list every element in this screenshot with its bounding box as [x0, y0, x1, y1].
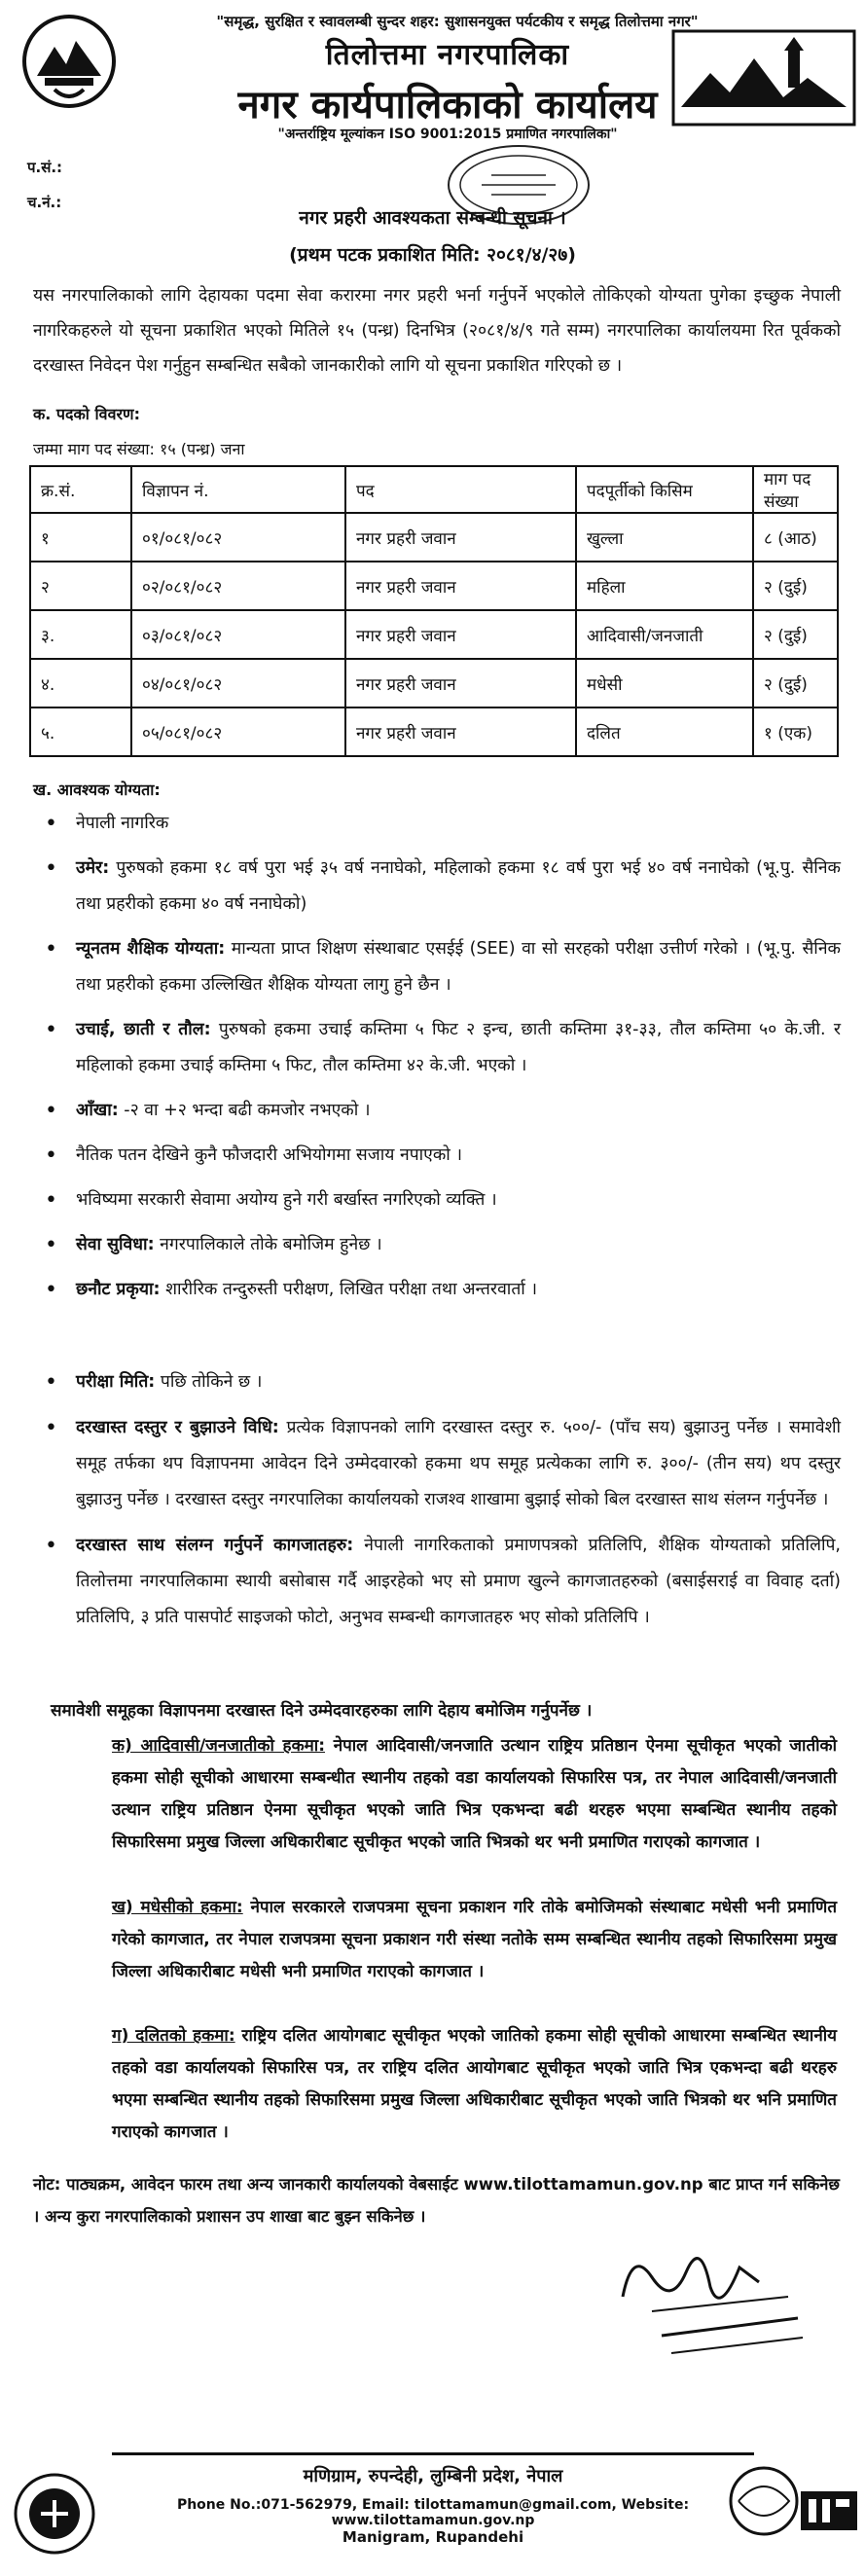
item-text: नैतिक पतन देखिने कुनै फौजदारी अभियोगमा सजाय नपाएको ।	[76, 1145, 463, 1165]
table-cell: ३.	[30, 610, 131, 659]
item-text: पुरुषको हकमा उचाई कम्तिमा ५ फिट २ इन्च, छाती कम्तिमा ३१-३३, तौल कम्तिमा ५० के.जी. र महिलाको हकमा उचाई कम्तिमा ५ फिट, तौल कम्तिमा ४२ के.जी. भएको ।	[76, 1020, 841, 1075]
table-cell: दलित	[576, 707, 753, 756]
list-item	[33, 1364, 841, 1400]
landmark-illustration-icon	[671, 29, 856, 127]
item-label: उचाई, छाती र तौल:	[76, 1020, 211, 1039]
column-header: विज्ञापन नं.	[131, 466, 345, 513]
list-item	[33, 1227, 841, 1263]
item-label: न्यूनतम शैक्षिक योग्यता:	[76, 939, 226, 959]
item-text: शारीरिक तन्दुरुस्ती परीक्षण, लिखित परीक्षा तथा अन्तरवार्ता ।	[160, 1280, 538, 1299]
item-label: उमेर:	[76, 858, 110, 878]
item-text: नगरपालिकाले तोके बमोजिम हुनेछ ।	[154, 1235, 382, 1254]
list-item	[33, 931, 841, 1003]
table-row	[30, 513, 838, 562]
uaf-accreditation-icon	[725, 2452, 861, 2564]
table-cell: नगर प्रहरी जवान	[345, 513, 576, 562]
item-text: प्रत्येक विज्ञापनको लागि दरखास्त दस्तुर रु. ५००/- (पाँच सय) बुझाउनु पर्नेछ । समावेशी समूह तर्फका थप विज्ञापनमा आवेदन दिने उम्मेदवारको हकमा थप समूह प्रत्येकका लागि रु. ३००/- (तीन सय) थप दस्तुर बुझाउनु पर्नेछ । दरखास्त दस्तुर नगरपालिका कार्यालयको राजश्व शाखामा बुझाई सोको बिल दरखास्त साथ संलग्न गर्नुपर्नेछ ।	[76, 1418, 841, 1509]
item-text: राष्ट्रिय दलित आयोगबाट सूचीकृत भएको जातिको हकमा सोही सूचीको आधारमा सम्बन्धित स्थानीय तहको वडा कार्यालयको सिफारिस पत्र, तर राष्ट्रिय दलित आयोगबाट सूचीकृत भएको जाति भित्र एकभन्दा बढी थरहरु भएमा सम्बन्धित स्थानीय तहको सिफारिसमा प्रमुख जिल्ला अधिकारीबाट सूचीकृत भएको जाति भित्रको थर भनि प्रमाणित गराएको कागजात ।	[112, 2026, 838, 2142]
table-cell: ०३/०८१/०८२	[131, 610, 345, 659]
item-text: नेपाल आदिवासी/जनजाति उत्थान राष्ट्रिय प्रतिष्ठान ऐनमा सूचीकृत भएको जातीको हकमा सोही सूचीको आधारमा सम्बन्धीत स्थानीय तहको वडा कार्यालयको सिफारिस पत्र, तर नेपाल आदिवासी/जनजाती उत्थान राष्ट्रिय प्रतिष्ठान ऐनमा सूचीकृत भएको जाति भित्र एकभन्दा बढी थरहरु भएमा सम्बन्धित स्थानीय तहको सिफारिसमा प्रमुख जिल्ला अधिकारीबाट सूचीकृत भएको जाति भित्रको थर भनी प्रमाणित गराएको कागजात ।	[112, 1736, 838, 1852]
table-cell: आदिवासी/जनजाती	[576, 610, 753, 659]
table-cell: नगर प्रहरी जवान	[345, 707, 576, 756]
table-cell: मधेसी	[576, 659, 753, 707]
header-slogan: "समृद्ध, सुरक्षित र स्वावलम्बी सुन्दर शहर: सुशासनयुक्त पर्यटकीय र समृद्ध तिलोत्तमा नगर"	[216, 13, 699, 30]
table-cell: नगर प्रहरी जवान	[345, 562, 576, 610]
table-cell: २ (दुई)	[753, 562, 838, 610]
signature-icon	[594, 2229, 817, 2375]
table-cell: नगर प्रहरी जवान	[345, 659, 576, 707]
posts-total: जम्मा माग पद संख्या: १५ (पन्ध्र) जना	[33, 440, 245, 458]
table-cell: २ (दुई)	[753, 659, 838, 707]
table-cell: ०१/०८१/०८२	[131, 513, 345, 562]
posts-heading: क. पदको विवरण:	[33, 405, 140, 423]
column-header: क्र.सं.	[30, 466, 131, 513]
item-text: -२ वा +२ भन्दा बढी कमजोर नभएको ।	[118, 1101, 371, 1120]
column-header: पद	[345, 466, 576, 513]
application-details-list	[33, 1364, 841, 1646]
table-cell: ४.	[30, 659, 131, 707]
table-cell: नगर प्रहरी जवान	[345, 610, 576, 659]
column-header: माग पद संख्या	[753, 466, 838, 513]
table-cell: १ (एक)	[753, 707, 838, 756]
list-item	[33, 1012, 841, 1084]
list-item	[33, 1138, 841, 1174]
item-label: ग) दलितको हकमा:	[112, 2026, 235, 2046]
item-label: ख) मधेसीको हकमा:	[112, 1898, 243, 1917]
intro-paragraph: यस नगरपालिकाको लागि देहायका पदमा सेवा करारमा नगर प्रहरी भर्ना गर्नुपर्ने भएकोले तोकिएको योग्यता पुगेका इच्छुक नेपाली नागरिकहरुले यो सूचना प्रकाशित भएको मितिले १५ (पन्ध्र) दिनभित्र (२०८१/४/९ गते सम्म) नगरपालिका कार्यालयमा रित पूर्वकको दरखास्त निवेदन पेश गर्नुहुन सम्बन्धित सबैको जानकारीको लागि यो सूचना प्रकाशित गरिएको छ ।	[33, 286, 841, 376]
footer-divider	[112, 2452, 754, 2455]
item-label: छनौट प्रकृया:	[76, 1280, 161, 1299]
list-item	[33, 1093, 841, 1129]
column-header: पदपूर्तीको किसिम	[576, 466, 753, 513]
office-title: नगर कार्यपालिकाको कार्यालय	[237, 83, 658, 127]
posts-table	[29, 465, 839, 757]
municipality-name: तिलोत्तमा नगरपालिका	[325, 38, 570, 72]
table-cell: ८ (आठ)	[753, 513, 838, 562]
notice-title: नगर प्रहरी आवश्यकता सम्बन्धी सूचना ।	[299, 207, 566, 229]
reference-number-label: प.सं.:	[27, 159, 63, 176]
item-text: भविष्यमा सरकारी सेवामा अयोग्य हुने गरी बर्खास्त नगरिएको व्यक्ति ।	[76, 1190, 497, 1210]
table-cell: ५.	[30, 707, 131, 756]
list-item	[33, 1272, 841, 1308]
list-item	[33, 806, 841, 842]
list-item	[33, 1528, 841, 1636]
table-cell: ०५/०८१/०८२	[131, 707, 345, 756]
qualifications-heading: ख. आवश्यक योग्यता:	[33, 780, 161, 799]
table-cell: ०२/०८१/०८२	[131, 562, 345, 610]
item-text: पुरुषको हकमा १८ वर्ष पुरा भई ३५ वर्ष ननाघेको, महिलाको हकमा १८ वर्ष पुरा भई ४० वर्ष ननाघेको (भू.पु. सैनिक तथा प्रहरीको हकमा ४० वर्ष ननाघेको)	[76, 858, 841, 914]
item-text: मान्यता प्राप्त शिक्षण संस्थाबाट एसईई (SEE) वा सो सरहको परीक्षा उत्तीर्ण गरेको । (भू.पु. सैनिक तथा प्रहरीको हकमा उल्लिखित शैक्षिक योग्यता लागु हुने छैन ।	[76, 939, 841, 995]
footer-address: मणिग्राम, रुपन्देही, लुम्बिनी प्रदेश, नेपाल	[303, 2466, 563, 2486]
table-header-row	[30, 466, 838, 513]
dalit-requirement	[112, 2020, 837, 2149]
item-text: नेपाली नागरिक	[76, 814, 169, 833]
item-text: नेपाल सरकारले राजपत्रमा सूचना प्रकाशन गरि तोके बमोजिमको संस्थाबाट मधेसी भनी प्रमाणित गरेको कागजात, तर नेपाल राजपत्रमा सूचना प्रकाशन गरी संस्था नतोके सम्म सम्बन्धित स्थानीय तहको सिफारिसमा प्रमुख जिल्ला अधिकारीबाट मधेसी भनी प्रमाणित गराएको कागजात ।	[112, 1898, 838, 1981]
item-text: पछि तोकिने छ ।	[155, 1372, 263, 1392]
table-cell: खुल्ला	[576, 513, 753, 562]
indigenous-requirement	[112, 1730, 837, 1859]
item-label: परीक्षा मिति:	[76, 1372, 156, 1392]
inclusive-groups-title: समावेशी समूहका विज्ञापनमा दरखास्त दिने उम्मेदवारहरुका लागि देहाय बमोजिम गर्नुपर्नेछ ।	[51, 1701, 593, 1721]
item-text: नेपाली नागरिकताको प्रमाणपत्रको प्रतिलिपि, शैक्षिक योग्यताको प्रतिलिपि, तिलोत्तमा नगरपालिकामा स्थायी बसोबास गर्दै आइरहेको भए सो प्रमाण खुल्ने कागजातहरुको (बसाईसराई वा विवाह दर्ता) प्रतिलिपि, ३ प्रति पासपोर्ट साइजको फोटो, अनुभव सम्बन्धी कागजातहरु भए सोको प्रतिलिपि ।	[76, 1536, 841, 1627]
table-row	[30, 562, 838, 610]
nepal-emblem-icon	[16, 8, 123, 115]
table-row	[30, 659, 838, 707]
qualifications-list	[33, 806, 841, 1317]
list-item	[33, 1182, 841, 1218]
item-label: आँखा:	[76, 1101, 119, 1120]
iso-certified-icon	[10, 2467, 99, 2564]
footer-address-english: Manigram, Rupandehi	[342, 2528, 524, 2546]
table-cell: ०४/०८१/०८२	[131, 659, 345, 707]
note-paragraph: नोट: पाठ्यक्रम, आवेदन फारम तथा अन्य जानकारी कार्यालयको वेबसाईट www.tilottamamun.gov.np बाट प्राप्त गर्न सकिनेछ । अन्य कुरा नगरपालिकाको प्रशासन उप शाखा बाट बुझ्न सकिनेछ ।	[33, 2175, 840, 2226]
item-label: क) आदिवासी/जनजातीको हकमा:	[112, 1736, 326, 1756]
dispatch-number-label: च.नं.:	[27, 194, 62, 211]
list-item	[33, 1410, 841, 1518]
table-cell: महिला	[576, 562, 753, 610]
table-cell: १	[30, 513, 131, 562]
madhesi-requirement	[112, 1892, 837, 1988]
table-row	[30, 610, 838, 659]
table-cell: २ (दुई)	[753, 610, 838, 659]
item-label: दरखास्त साथ संलग्न गर्नुपर्ने कागजातहरु:	[76, 1536, 354, 1555]
publication-date: (प्रथम पटक प्रकाशित मिति: २०८१/४/२७)	[289, 244, 576, 266]
list-item	[33, 851, 841, 923]
item-label: सेवा सुविधा:	[76, 1235, 155, 1254]
item-label: दरखास्त दस्तुर र बुझाउने विधि:	[76, 1418, 279, 1437]
office-subtitle: "अन्तर्राष्ट्रिय मूल्यांकन ISO 9001:2015 प्रमाणित नगरपालिका"	[277, 127, 618, 142]
table-cell: २	[30, 562, 131, 610]
footer-contact: Phone No.:071-562979, Email: tilottamamun@gmail.com, Website: www.tilottamamun.gov.np	[176, 2497, 690, 2528]
table-row	[30, 707, 838, 756]
